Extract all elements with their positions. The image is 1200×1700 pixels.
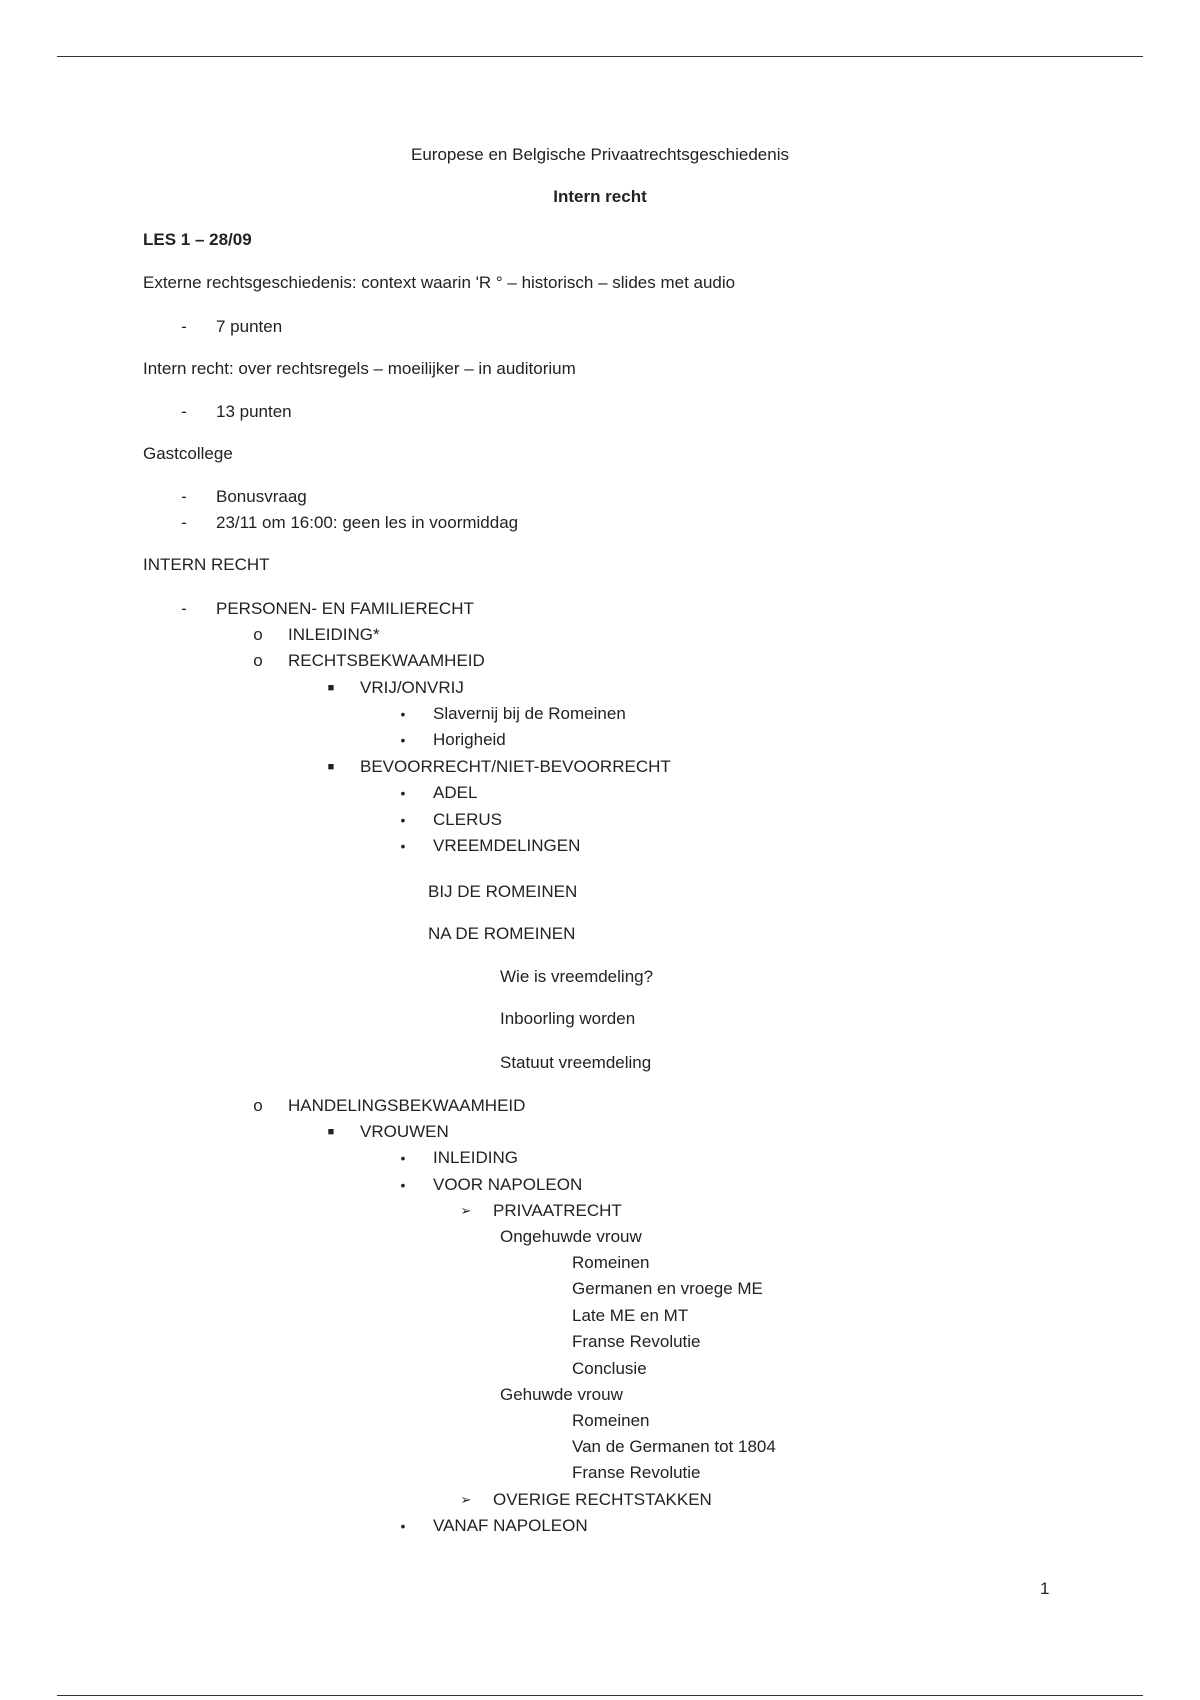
arrow-bullet: ➢ [460, 1492, 472, 1507]
outline-item: BIJ DE ROMEINEN [428, 882, 578, 901]
outline-item: VOOR NAPOLEON [433, 1175, 583, 1194]
dash-bullet: - [181, 317, 187, 336]
dot-bullet: • [400, 1150, 406, 1166]
dot-bullet: • [400, 785, 406, 801]
outline-item: Slavernij bij de Romeinen [433, 704, 626, 723]
list-item: 23/11 om 16:00: geen les in voormiddag [216, 513, 519, 532]
outline-item: CLERUS [433, 810, 502, 829]
footer-rule [57, 1695, 1143, 1696]
dash-bullet: - [181, 513, 187, 532]
dash-bullet: - [181, 487, 187, 506]
outline-item: Van de Germanen tot 1804 [572, 1437, 776, 1456]
outline-item: PRIVAATRECHT [493, 1201, 622, 1220]
outline-item: VREEMDELINGEN [433, 836, 581, 855]
outline-item: VANAF NAPOLEON [433, 1516, 588, 1535]
outline-item: Franse Revolutie [572, 1463, 701, 1482]
dot-bullet: • [400, 812, 406, 828]
outline-item: Ongehuwde vrouw [500, 1227, 642, 1246]
text-line: Externe rechtsgeschiedenis: context waarin 'R ° – historisch – slides met audio [143, 273, 736, 292]
dot-bullet: • [400, 838, 406, 854]
circle-bullet: o [253, 625, 263, 644]
document-subtitle: Intern recht [553, 187, 647, 206]
arrow-bullet: ➢ [460, 1203, 472, 1218]
dot-bullet: • [400, 1518, 406, 1534]
outline-item: INLEIDING [433, 1148, 519, 1167]
outline-item: Germanen en vroege ME [572, 1279, 763, 1298]
outline-item: Inboorling worden [500, 1009, 636, 1028]
outline-item: VROUWEN [360, 1122, 449, 1141]
outline-item: BEVOORRECHT/NIET-BEVOORRECHT [360, 757, 671, 776]
lesson-heading: LES 1 – 28/09 [143, 230, 252, 249]
outline-item: Franse Revolutie [572, 1332, 701, 1351]
outline-item: PERSONEN- EN FAMILIERECHT [216, 599, 474, 618]
outline-item: NA DE ROMEINEN [428, 924, 576, 943]
list-item: Bonusvraag [216, 487, 307, 506]
text-line: Intern recht: over rechtsregels – moeilijker – in auditorium [143, 359, 576, 378]
square-bullet: ■ [327, 1126, 335, 1138]
outline-item: INLEIDING* [288, 625, 380, 644]
outline-item: ADEL [433, 783, 478, 802]
outline-item: Statuut vreemdeling [500, 1053, 652, 1072]
outline-item: OVERIGE RECHTSTAKKEN [493, 1490, 712, 1509]
square-bullet: ■ [327, 761, 335, 773]
square-bullet: ■ [327, 682, 335, 694]
document-title: Europese en Belgische Privaatrechtsgeschiedenis [410, 145, 789, 164]
dash-bullet: - [181, 599, 187, 618]
list-item: 7 punten [216, 317, 283, 336]
dot-bullet: • [400, 706, 406, 722]
header-rule [57, 56, 1143, 57]
outline-item: Gehuwde vrouw [500, 1385, 623, 1404]
outline-item: RECHTSBEKWAAMHEID [288, 651, 485, 670]
circle-bullet: o [253, 651, 263, 670]
outline-item: Romeinen [572, 1411, 650, 1430]
outline-item: VRIJ/ONVRIJ [360, 678, 464, 697]
outline-item: HANDELINGSBEKWAAMHEID [288, 1096, 526, 1115]
outline-item: Wie is vreemdeling? [500, 967, 654, 986]
outline-item: Late ME en MT [572, 1306, 689, 1325]
circle-bullet: o [253, 1096, 263, 1115]
text-line: Gastcollege [143, 444, 233, 463]
dot-bullet: • [400, 1177, 406, 1193]
dash-bullet: - [181, 402, 187, 421]
outline-item: Romeinen [572, 1253, 650, 1272]
outline-item: Horigheid [433, 730, 506, 749]
dot-bullet: • [400, 732, 406, 748]
page-number: 1 [1040, 1579, 1050, 1598]
list-item: 13 punten [216, 402, 292, 421]
section-heading: INTERN RECHT [143, 555, 270, 574]
outline-item: Conclusie [572, 1359, 647, 1378]
